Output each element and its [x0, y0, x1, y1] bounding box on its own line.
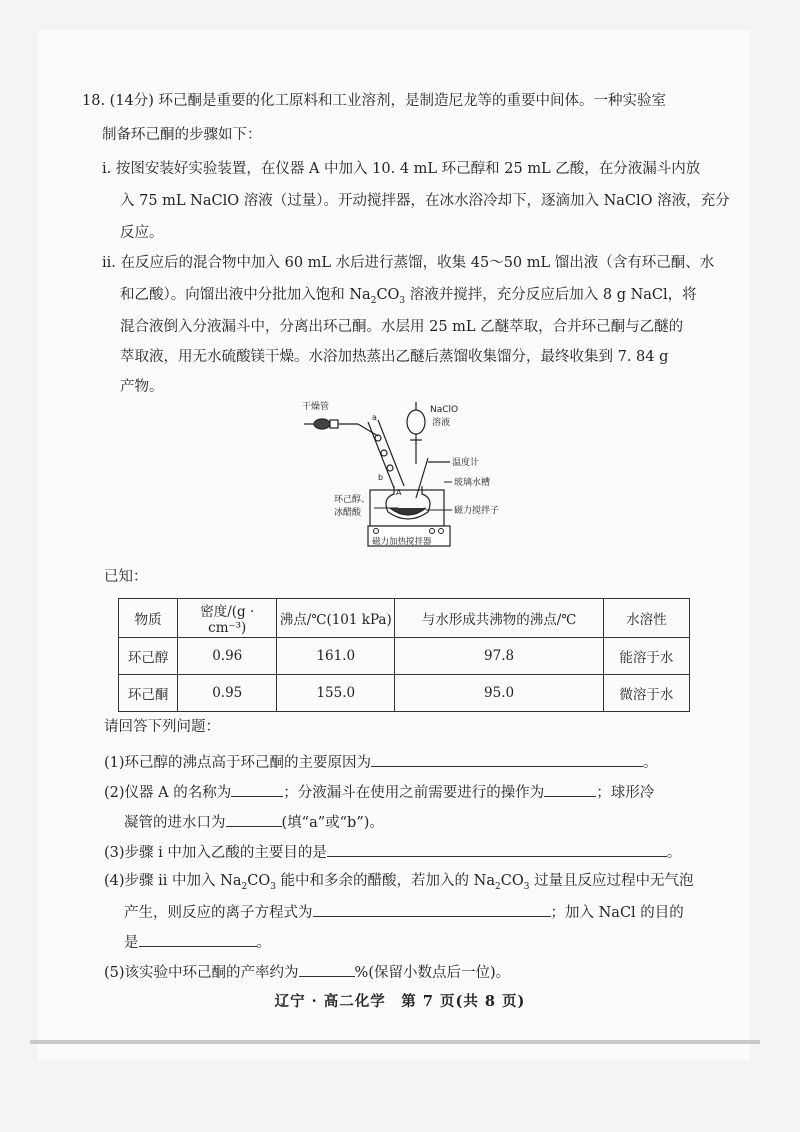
question-1: (1)环己醇的沸点高于环己酮的主要原因为 。	[104, 752, 658, 772]
reagents-label-line2: 冰醋酸	[334, 508, 362, 518]
reflux-condenser	[368, 420, 404, 488]
three-neck-flask	[386, 486, 430, 519]
table-row	[119, 638, 690, 675]
question-4-cont2: 是 。	[124, 932, 271, 952]
step1-line1: i. 按图安装好实验装置，在仪器 A 中加入 10. 4 mL 环己醇和 25 mL 乙酸，在分液漏斗内放	[102, 161, 701, 177]
table-cell: 155.0	[277, 675, 395, 712]
step2-line5: 产物。	[120, 379, 164, 395]
question-5: (5)该实验中环己酮的产率约为 %(保留小数点后一位)。	[104, 962, 510, 982]
answer-blank-1[interactable]	[371, 752, 643, 767]
question-3: (3)步骤 i 中加入乙酸的主要目的是 。	[104, 842, 681, 862]
table-header-cell: 水溶性	[603, 599, 689, 638]
magnet-label: 磁力搅拌子	[454, 506, 500, 516]
table-header-row	[119, 599, 690, 638]
table-cell: 161.0	[277, 638, 395, 675]
glass-trough-label: 玻璃水槽	[454, 478, 491, 488]
inlet-a-label: a	[372, 413, 377, 422]
table-cell: 95.0	[395, 675, 603, 712]
answer-blank-2b[interactable]	[544, 782, 596, 797]
step2-line4: 萃取液，用无水硫酸镁干燥。水浴加热蒸出乙醚后蒸馏收集馏分，最终收集到 7. 84 g	[120, 349, 669, 365]
step2-line1: ii. 在反应后的混合物中加入 60 mL 水后进行蒸馏，收集 45～50 mL 馏出液（含有环己酮、水	[102, 255, 715, 271]
known-label: 已知：	[104, 569, 148, 585]
naclo-label: NaClO	[430, 405, 459, 415]
separatory-funnel	[407, 402, 425, 464]
drying-tube	[304, 419, 378, 436]
question-intro-line1: 18. (14分) 环己酮是重要的化工原料和工业溶剂，是制造尼龙等的重要中间体。一种实验室	[82, 93, 667, 109]
step2-line3: 混合液倒入分液漏斗中，分离出环己酮。水层用 25 mL 乙醚萃取，合并环己酮与乙醚的	[120, 319, 684, 335]
table-cell: 97.8	[395, 638, 603, 675]
table-cell: 0.96	[178, 638, 277, 675]
question-2: (2)仪器 A 的名称为 ；分液漏斗在使用之前需要进行的操作为 ；球形冷	[104, 782, 654, 802]
page-footer: 辽宁 · 高二化学 第 7 页(共 8 页)	[274, 993, 526, 1010]
table-cell: 微溶于水	[603, 675, 689, 712]
inlet-b-label: b	[378, 473, 384, 482]
drying-tube-label: 干燥管	[302, 402, 330, 412]
table-header-cell: 与水形成共沸物的沸点/℃	[395, 599, 603, 638]
question-4-cont: 产生，则反应的离子方程式为 ；加入 NaCl 的目的	[124, 902, 684, 922]
answer-blank-4b[interactable]	[139, 932, 257, 947]
question-4: (4)步骤 ii 中加入 $Na_2CO_3$ 能中和多余的醋酸，若加入的 $Na_2CO_3$ 过量且反应过程中无气泡	[104, 873, 694, 892]
apparatus-diagram	[298, 398, 516, 548]
table-cell: 能溶于水	[603, 638, 689, 675]
scan-edge	[30, 1040, 760, 1044]
step1-line2: 入 75 mL NaClO 溶液（过量）。开动搅拌器，在冰水浴冷却下，逐滴加入 NaClO 溶液，充分	[120, 193, 730, 209]
table-cell: 环己醇	[119, 638, 178, 675]
table-header-cell: 物质	[119, 599, 178, 638]
answer-blank-2c[interactable]	[226, 812, 282, 827]
solution-label: 溶液	[432, 418, 451, 428]
step1-line3: 反应。	[120, 225, 164, 241]
stirrer-label: 磁力加热搅拌器	[372, 537, 432, 547]
table-row	[119, 675, 690, 712]
table-header-cell: 沸点/℃(101 kPa)	[277, 599, 395, 638]
question-intro-line2: 制备环己酮的步骤如下：	[102, 127, 262, 143]
flask-a-label: A	[396, 488, 402, 497]
properties-table	[118, 598, 690, 712]
table-cell: 0.95	[178, 675, 277, 712]
thermometer	[416, 458, 450, 498]
table-cell: 环己酮	[119, 675, 178, 712]
answer-blank-2a[interactable]	[231, 782, 283, 797]
answer-blank-4a[interactable]	[313, 902, 551, 917]
question-2-cont: 凝管的进水口为 (填“a”或“b”)。	[124, 812, 384, 832]
thermometer-label: 温度计	[452, 458, 480, 468]
answer-blank-3[interactable]	[327, 842, 667, 857]
step2-line2: 和乙酸）。向馏出液中分批加入饱和 $Na_2CO_3$ 溶液并搅拌，充分反应后加入 8 g NaCl，将	[120, 287, 697, 306]
reagents-label-line1: 环己醇、	[334, 495, 371, 505]
answer-blank-5[interactable]	[299, 962, 355, 977]
answer-intro: 请回答下列问题：	[104, 719, 220, 735]
table-header-cell: 密度/(g · cm⁻³)	[178, 599, 277, 638]
